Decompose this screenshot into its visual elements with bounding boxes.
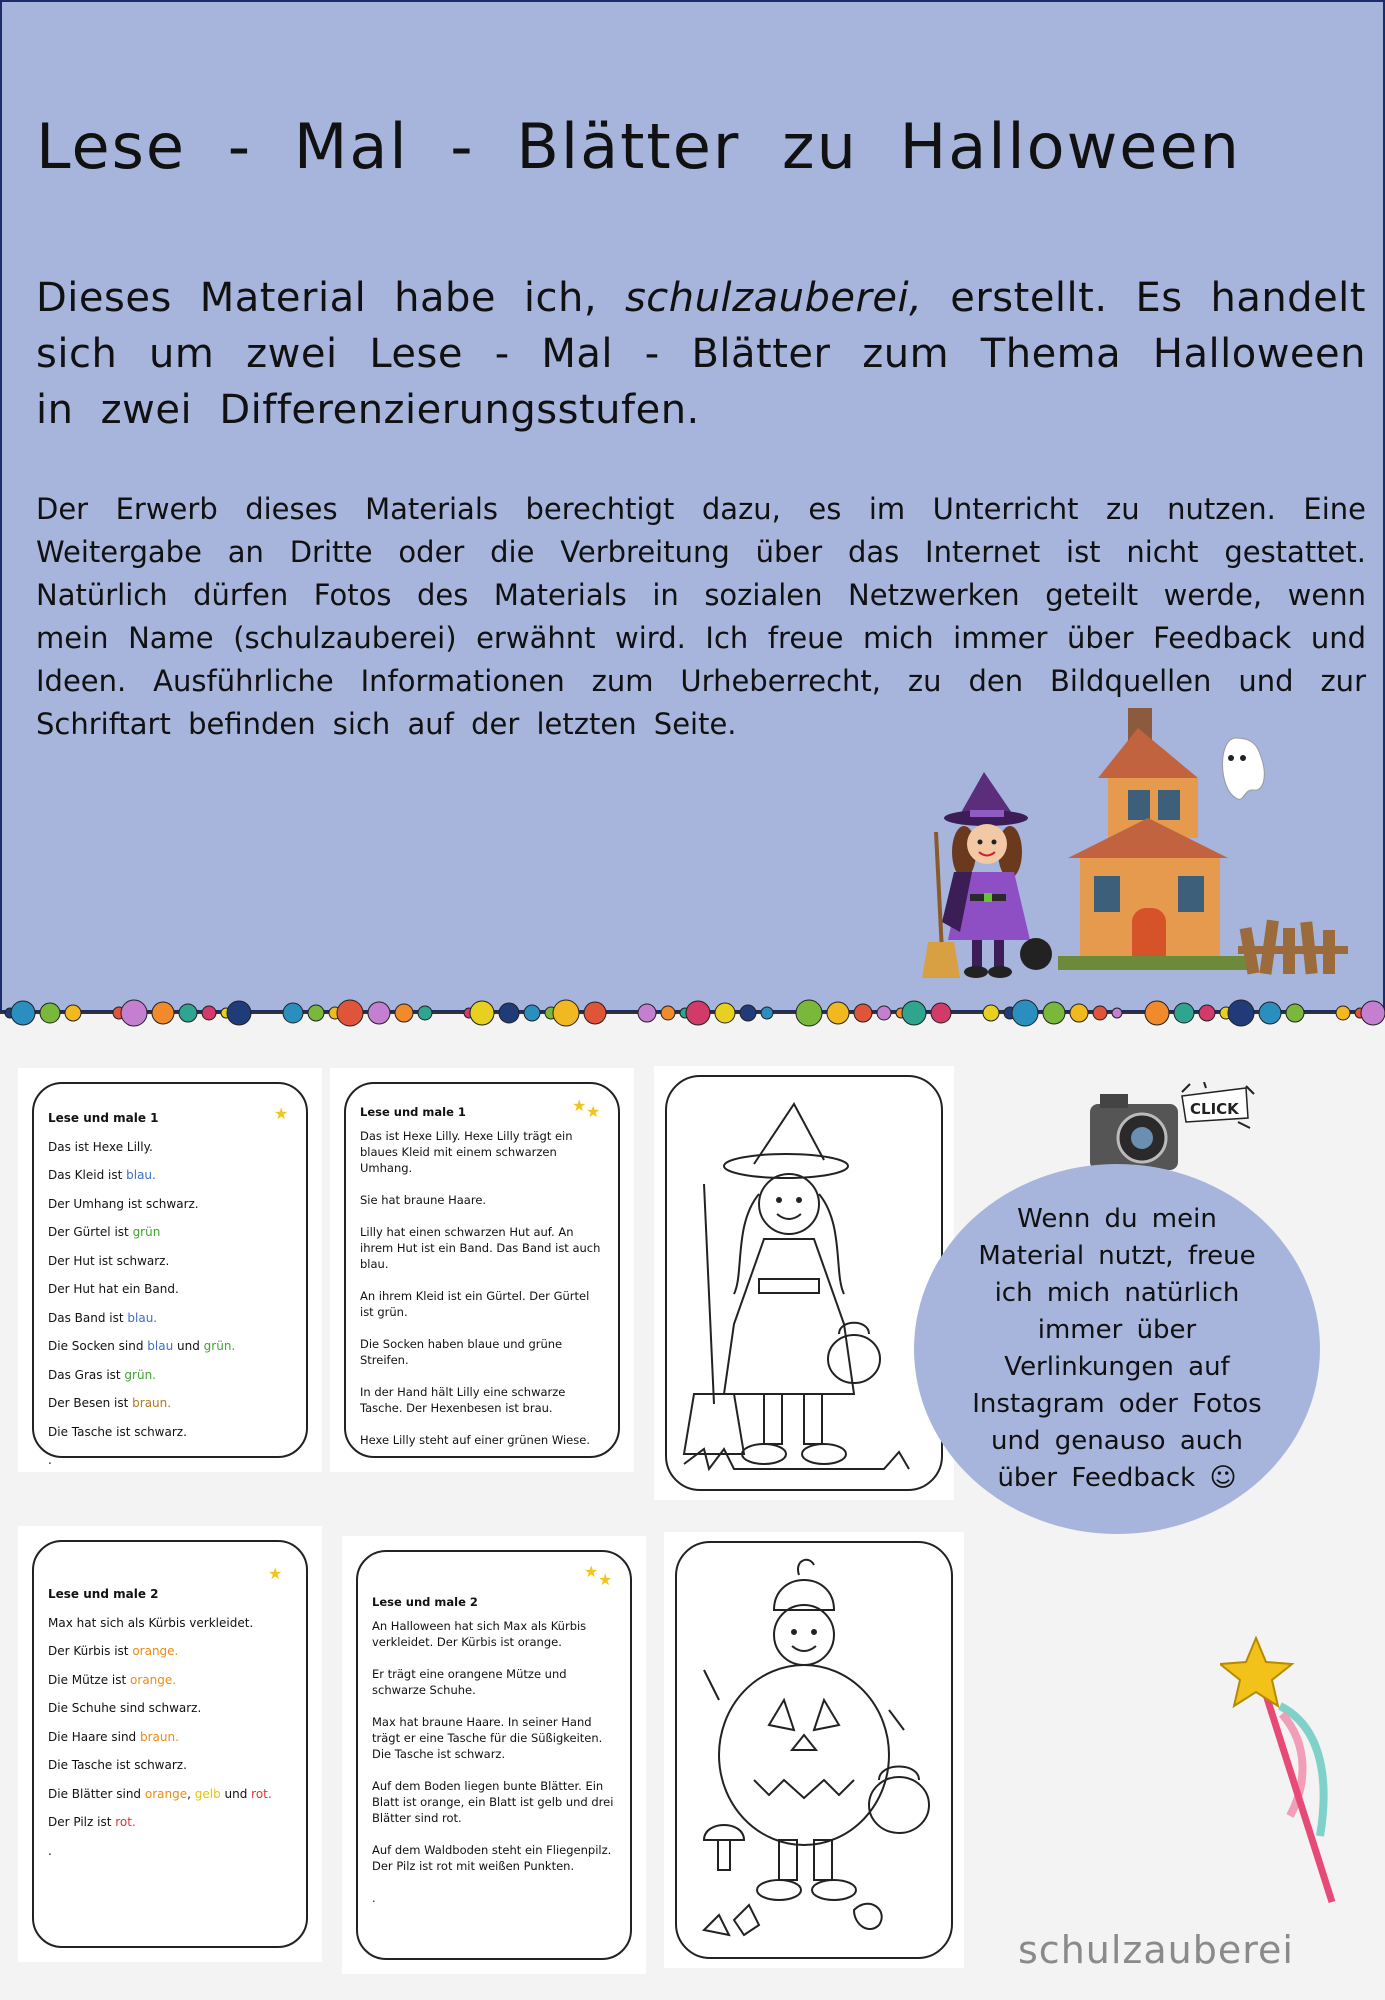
sheet-line: Das Kleid ist bbox=[48, 1168, 127, 1182]
bead bbox=[827, 1002, 849, 1024]
color-word: grün. bbox=[203, 1339, 236, 1353]
sheet-line: Der Hut ist schwarz. bbox=[48, 1253, 170, 1268]
witch-coloring-illustration bbox=[664, 1074, 944, 1492]
worksheet-preview-5 bbox=[342, 1536, 646, 1974]
worksheet-preview-2 bbox=[330, 1068, 634, 1472]
sheet-paragraph: An Halloween hat sich Max als Kürbis verkleidet. Der Kürbis ist orange. bbox=[372, 1619, 587, 1649]
sheet-heading: Lese und male 1 bbox=[48, 1111, 159, 1125]
bead bbox=[179, 1004, 197, 1022]
color-word: braun. bbox=[140, 1729, 179, 1744]
sheet-paragraph: Er trägt eine orangene Mütze und schwarze Schuhe. bbox=[372, 1667, 567, 1697]
sheet-line: . bbox=[48, 1453, 52, 1467]
sheet-paragraph: Hexe Lilly steht auf einer grünen Wiese. bbox=[360, 1433, 590, 1447]
color-word: blau. bbox=[127, 1310, 158, 1325]
bead bbox=[761, 1007, 773, 1019]
intro-text-start: Dieses Material habe ich, bbox=[36, 275, 625, 321]
star-icon: ★ bbox=[598, 1570, 613, 1589]
bead bbox=[1361, 1001, 1385, 1025]
coloring-page-pumpkin bbox=[664, 1532, 964, 1968]
sheet-line: . bbox=[48, 1843, 52, 1858]
bead-divider bbox=[0, 992, 1385, 1032]
sheet-paragraph: . bbox=[372, 1891, 376, 1905]
sheet-line: Max hat sich als Kürbis verkleidet. bbox=[48, 1615, 254, 1630]
color-word: rot. bbox=[251, 1786, 272, 1801]
star-icon: ★ bbox=[274, 1104, 289, 1123]
intro-author: schulzauberei, bbox=[624, 275, 923, 321]
bead bbox=[1228, 1000, 1254, 1026]
bead bbox=[1112, 1008, 1122, 1018]
bead bbox=[1145, 1001, 1169, 1025]
sheet-line: Der Gürtel ist bbox=[48, 1225, 133, 1239]
camera-click-label: CLICK bbox=[1190, 1100, 1239, 1118]
sheet-paragraph: Auf dem Boden liegen bunte Blätter. Ein Blatt ist orange, ein Blatt ist gelb und drei Blätter sind rot. bbox=[372, 1779, 614, 1825]
intro-paragraph bbox=[36, 270, 1366, 438]
sheet-line: Die Schuhe sind schwarz. bbox=[48, 1701, 202, 1715]
sheet-paragraph: Die Socken haben blaue und grüne Streifen. bbox=[360, 1337, 563, 1367]
bead bbox=[308, 1005, 324, 1021]
star-icon: ★ bbox=[586, 1102, 601, 1121]
bead bbox=[1070, 1004, 1088, 1022]
sheet-heading: Lese und male 2 bbox=[372, 1595, 478, 1609]
bead bbox=[584, 1002, 606, 1024]
bead bbox=[1286, 1004, 1304, 1022]
witch-illustration bbox=[914, 772, 1064, 992]
sheet-paragraph: Lilly hat einen schwarzen Hut auf. An ihrem Hut ist ein Band. Das Band ist auch blau. bbox=[360, 1225, 601, 1271]
sheet-heading: Lese und male 2 bbox=[48, 1587, 159, 1601]
haunted-house-illustration bbox=[1058, 708, 1358, 984]
sheet-line: Die Mütze ist bbox=[48, 1672, 131, 1687]
sheet-paragraph: Sie hat braune Haare. bbox=[360, 1193, 487, 1207]
bead bbox=[121, 1000, 147, 1026]
color-word: blau bbox=[147, 1339, 174, 1353]
sheet-line: Die Tasche ist schwarz. bbox=[48, 1758, 187, 1772]
star-icon: ★ bbox=[572, 1096, 587, 1115]
sheet-line: Das ist Hexe Lilly. bbox=[48, 1139, 153, 1154]
color-word: orange. bbox=[132, 1644, 179, 1658]
page-title: Lese - Mal - Blätter zu Halloween bbox=[36, 110, 1241, 183]
sheet-line: Die Haare sind bbox=[48, 1729, 140, 1744]
color-word: grün. bbox=[124, 1367, 156, 1382]
bead bbox=[1093, 1006, 1107, 1020]
bead bbox=[337, 1000, 363, 1026]
sheet-paragraph: Max hat braune Haare. In seiner Hand trägt er eine Tasche für die Süßigkeiten. Die Tasche ist schwarz. bbox=[372, 1715, 603, 1761]
color-word: rot. bbox=[115, 1815, 136, 1829]
sheet-paragraph: Das ist Hexe Lilly. Hexe Lilly trägt ein blaues Kleid mit einem schwarzen Umhang. bbox=[360, 1129, 573, 1175]
bead bbox=[1199, 1005, 1215, 1021]
sheet-line: Das Band ist bbox=[48, 1310, 128, 1325]
pumpkin-coloring-illustration bbox=[674, 1540, 954, 1960]
worksheet-preview-1 bbox=[18, 1068, 322, 1472]
sheet-line: Der Hut hat ein Band. bbox=[48, 1282, 179, 1296]
bead bbox=[524, 1005, 540, 1021]
bead bbox=[877, 1006, 891, 1020]
info-bubble bbox=[914, 1164, 1320, 1534]
bead bbox=[661, 1006, 675, 1020]
bead bbox=[931, 1003, 951, 1023]
sheet-line: Die Tasche ist schwarz. bbox=[48, 1424, 187, 1439]
color-word: gelb bbox=[194, 1786, 221, 1801]
color-word: orange. bbox=[130, 1672, 177, 1687]
sheet-line: Der Pilz ist bbox=[48, 1815, 116, 1829]
sheet-line: und bbox=[173, 1339, 204, 1353]
color-word: blau. bbox=[126, 1168, 156, 1182]
sheet-paragraph: In der Hand hält Lilly eine schwarze Tasche. Der Hexenbesen ist brau. bbox=[360, 1385, 566, 1415]
sheet-heading: Lese und male 1 bbox=[360, 1105, 466, 1119]
info-bubble-text: Wenn du mein Material nutzt, freue ich mich natürlich immer über Verlinkungen auf Instagram oder Fotos und genauso auch über Feedback ☺ bbox=[972, 1204, 1262, 1493]
coloring-page-witch bbox=[654, 1066, 954, 1500]
sheet-paragraph: An ihrem Kleid ist ein Gürtel. Der Gürtel ist grün. bbox=[360, 1289, 590, 1319]
color-word: braun. bbox=[132, 1396, 172, 1410]
bead bbox=[152, 1002, 174, 1024]
sheet-line: Der Umhang ist schwarz. bbox=[48, 1196, 199, 1211]
legal-paragraph: Der Erwerb dieses Materials berechtigt dazu, es im Unterricht zu nutzen. Eine Weitergabe an Dritte oder die Verbreitung über das Internet ist nicht gestattet. Natürlich dürfen Fotos des Materials in sozialen Netzwerken geteilt werde, wenn mein Name (schulzauberei) erwähnt wird. Ich freue mich immer über Feedback und Ideen. Ausführliche Informationen zum Urheberrecht, zu den Bildquellen und zur Schriftart befinden sich auf der letzten Seite. bbox=[36, 492, 1366, 741]
bead bbox=[715, 1003, 735, 1023]
sheet-line: Das Gras ist bbox=[48, 1367, 125, 1382]
bead bbox=[854, 1004, 872, 1022]
bead bbox=[395, 1004, 413, 1022]
star-icon: ★ bbox=[268, 1564, 283, 1583]
bead bbox=[499, 1003, 519, 1023]
sheet-line: Der Kürbis ist bbox=[48, 1644, 133, 1658]
bead bbox=[1259, 1002, 1281, 1024]
bead bbox=[40, 1003, 60, 1023]
sheet-line: Die Socken sind bbox=[48, 1339, 148, 1353]
sheet-paragraph: Auf dem Waldboden steht ein Fliegenpilz. Der Pilz ist rot mit weißen Punkten. bbox=[372, 1843, 612, 1873]
intro-text-end: erstellt. Es handelt sich um zwei Lese - Mal - Blätter zum Thema Halloween in zwei Differenzierungsstufen. bbox=[36, 275, 1366, 433]
bead bbox=[368, 1002, 390, 1024]
worksheet-preview-4: ★ Lese und male 2 Max hat sich als Kürbis verkleidet. Der Kürbis ist orange. Die Mütze ist orange. Die Schuhe sind schwarz. Die Haare sind braun. Die Tasche ist schwarz. Die Blätter sind orange, gelb und rot. Der Pilz ist rot. . bbox=[18, 1526, 322, 1962]
bead bbox=[65, 1005, 81, 1021]
sheet-line: Die Blätter sind bbox=[48, 1786, 145, 1801]
brand-logo: schulzauberei bbox=[1018, 1928, 1294, 1972]
bead bbox=[983, 1005, 999, 1021]
bead bbox=[740, 1005, 756, 1021]
bead bbox=[470, 1001, 494, 1025]
bead bbox=[902, 1001, 926, 1025]
color-word: grün bbox=[132, 1225, 161, 1239]
bead bbox=[1174, 1003, 1194, 1023]
bead bbox=[686, 1001, 710, 1025]
sheet-line: und bbox=[220, 1786, 252, 1801]
bead bbox=[418, 1006, 432, 1020]
bead bbox=[202, 1006, 216, 1020]
bead bbox=[638, 1004, 656, 1022]
star-icon: ★ bbox=[584, 1562, 599, 1581]
bead bbox=[283, 1003, 303, 1023]
bead bbox=[1336, 1006, 1350, 1020]
sheet-line: Der Besen ist bbox=[48, 1396, 133, 1410]
bead bbox=[553, 1000, 579, 1026]
bead bbox=[1043, 1002, 1065, 1024]
bead bbox=[11, 1001, 35, 1025]
magic-wand-icon bbox=[1220, 1636, 1350, 1916]
bead bbox=[796, 1000, 822, 1026]
bead bbox=[227, 1001, 251, 1025]
color-word: orange bbox=[144, 1786, 188, 1801]
bead bbox=[1012, 1000, 1038, 1026]
